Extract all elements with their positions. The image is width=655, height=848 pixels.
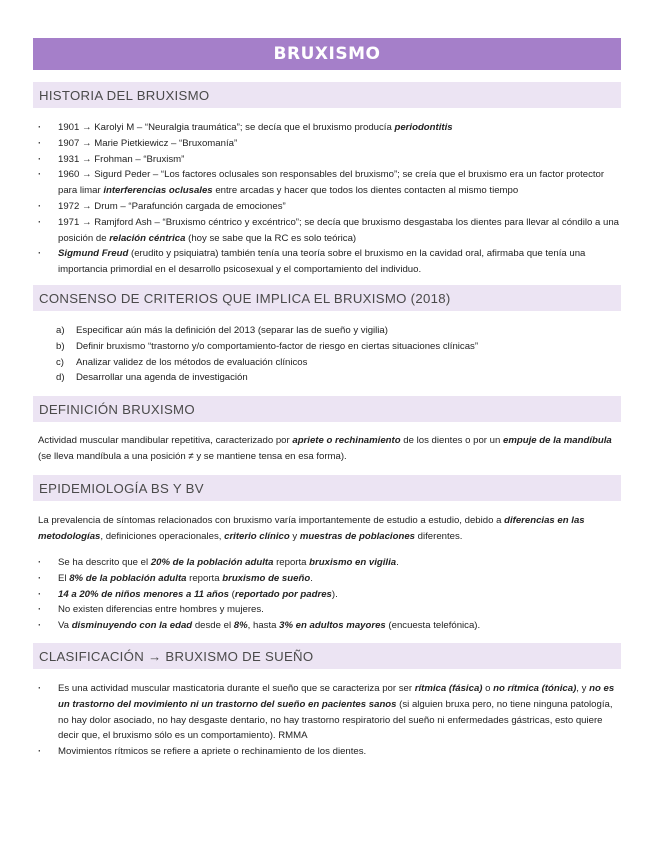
list-item: · 1931 → Frohman – “Bruxism”: [38, 152, 620, 168]
list-item: · 1971 → Ramjford Ash – “Bruxismo céntrico y excéntrico”; se decía que bruxismo desgastaba los dientes para llevar al cóndilo a una posición de relación céntrica (hoy se sabe que la RC es solo teórica): [38, 215, 620, 247]
list-item: · Va disminuyendo con la edad desde el 8%, hasta 3% en adultos mayores (encuesta telefónica).: [38, 618, 620, 634]
list-item: · 1907 → Marie Pietkiewicz – “Bruxomanía”: [38, 136, 620, 152]
list-item: · Es una actividad muscular masticatoria durante el sueño que se caracteriza por ser rítmica (fásica) o no rítmica (tónica), y no es un trastorno del movimiento ni un trastorno del sueño en pacientes sanos (si alguien bruxa pero, no tiene ninguna patología, no hay dolor asociado, no hay desgaste dentario, no hay trastorno respiratorio del sueño ni enfermedades gástricas, esto quiere decir que, el bruxismo sólo es un comportamiento). RMMA: [38, 681, 620, 744]
list-item: · 1901 → Karolyi M – “Neuralgia traumática”; se decía que el bruxismo producía periodontitis: [38, 120, 620, 136]
list-item: · 1972 → Drum – “Parafunción cargada de emociones”: [38, 199, 620, 215]
section-heading-epidemiologia: EPIDEMIOLOGÍA BS Y BV: [33, 475, 621, 501]
list-item: · Sigmund Freud (erudito y psiquiatra) también tenía una teoría sobre el bruxismo en la cavidad oral, afirmaba que tenía una importancia primordial en el desarrollo psicosexual y el comportamiento del individuo.: [38, 246, 620, 278]
list-item: d) Desarrollar una agenda de investigación: [56, 372, 248, 384]
historia-list: [38, 120, 620, 278]
section-heading-definicion: DEFINICIÓN BRUXISMO: [33, 396, 621, 422]
section-heading-clasificacion: CLASIFICACIÓN → BRUXISMO DE SUEÑO: [33, 643, 621, 669]
section-heading-historia: HISTORIA DEL BRUXISMO: [33, 82, 621, 108]
list-item: · No existen diferencias entre hombres y mujeres.: [38, 602, 620, 618]
list-item: b) Definir bruxismo “trastorno y/o comportamiento-factor de riesgo en ciertas situaciones clínicas”: [56, 340, 479, 352]
definicion-paragraph: Actividad muscular mandibular repetitiva, caracterizado por apriete o rechinamiento de los dientes o por un empuje de la mandíbula (se lleva mandíbula a una posición ≠ y se mantiene tensa en esa forma).: [38, 435, 612, 462]
section-heading-consenso: CONSENSO DE CRITERIOS QUE IMPLICA EL BRUXISMO (2018): [33, 285, 621, 311]
list-item: · 1960 → Sigurd Peder – “Los factores oclusales son responsables del bruxismo”; se creía que el bruxismo era un factor protector para limar interferencias oclusales entre arcadas y hacer que todos los dientes contacten al mismo tiempo: [38, 167, 620, 199]
epidemiologia-intro: La prevalencia de síntomas relacionados con bruxismo varía importantemente de estudio a estudio, debido a diferencias en las metodologías, definiciones operacionales, criterio clínico y muestras de poblaciones diferentes.: [38, 515, 585, 542]
list-item: · El 8% de la población adulta reporta bruxismo de sueño.: [38, 571, 620, 587]
epidemiologia-list: [38, 555, 620, 634]
document-title: BRUXISMO: [273, 44, 381, 64]
list-item: · 14 a 20% de niños menores a 11 años (reportado por padres).: [38, 587, 620, 603]
title-banner: [33, 38, 621, 70]
list-item: · Se ha descrito que el 20% de la población adulta reporta bruxismo en vigilia.: [38, 555, 620, 571]
list-item: c) Analizar validez de los métodos de evaluación clínicos: [56, 356, 308, 368]
clasificacion-list: [38, 681, 620, 760]
list-item: · Movimientos rítmicos se refiere a apriete o rechinamiento de los dientes.: [38, 744, 620, 760]
consenso-list: [38, 323, 620, 386]
list-item: a) Especificar aún más la definición del 2013 (separar las de sueño y vigilia): [56, 325, 388, 336]
